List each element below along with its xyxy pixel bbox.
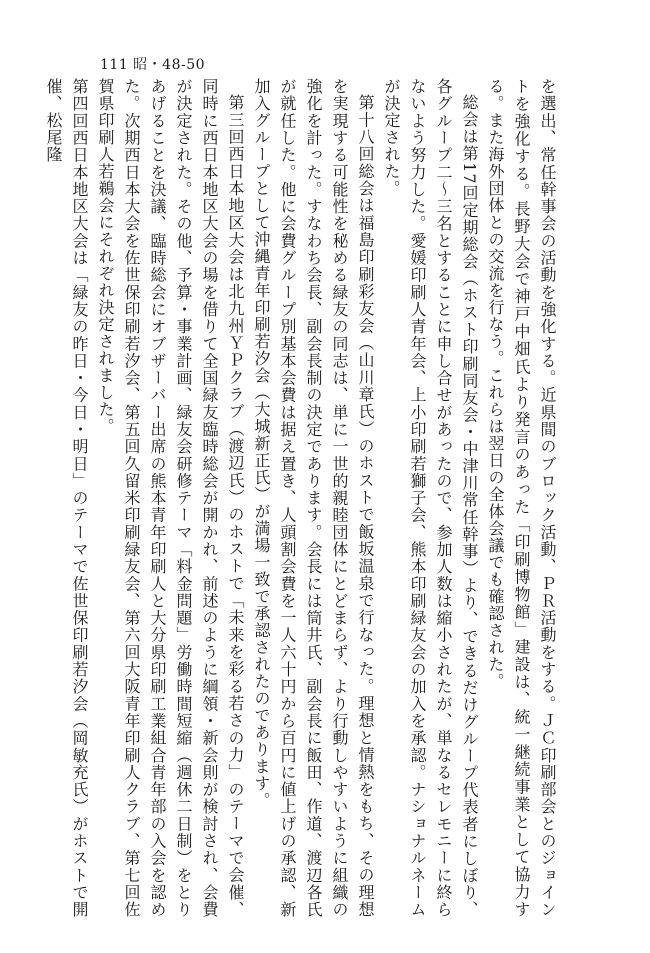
paragraph-2: 総会は第17回定期総会（ホスト印刷同友会・中津川常任幹事）より、できるだけグループ代表者にしぼり、各グループ二〜三名とすることに申し合せがあったので、参加人数は縮小されたが、単なるセレモニーに終らないよう努力した。愛媛印刷人青年会、上小印刷若獅子会、熊本印刷緑友会の加入を承認。ナショナルネームが決定された。 (382, 78, 479, 918)
vertical-text-body (44, 78, 560, 919)
paragraph-4: 第三回西日本地区大会は北九州ＹＰクラブ（渡辺氏）のホストで「未来を彩る若さの力」のテーマで会催、同時に西日本地区大会の場を借りて全国緑友臨時総会が開かれ、前述のように綱領・新会則が検討され、会費が決定された。その他、予算・事業計画、緑友会研修テーマ「料金問題」労働時間短縮（週休二日制）をとりあげることを決議、臨時総会にオブザーバー出席の熊本青年印刷人と大分県印刷工業組合青年部の入会を認めた。次期西日本大会を佐世保印刷若汐会、第五回久留米印刷緑友会、第六回大阪青年印刷人クラブ、第七回佐賀県印刷人若鵜会にそれぞれ決定されました。 (96, 78, 245, 919)
page-header (100, 54, 205, 74)
paragraph-3: 第十八回総会は福島印刷彩友会（山川章氏）のホストで飯坂温泉で行なった。理想と情熱をもち、その理想を実現する可能性を秘める緑友の同志は、単に一世的親睦団体にとどまらず、より行動しやすいように組織の強化を計った。すなわち会長、副会長制の決定であります。会長には筒井氏、副会長に飯田、作道、渡辺各氏が就任した。他に会費グループ別基本会費は据え置き、人頭割会費を一人六十円から百円に値上げの承認、新加入グループとして沖縄青年印刷若汐会（大城新正氏）が満場一致で承認されたのであります。 (252, 78, 375, 918)
page-reference: 111 昭・48-50 (100, 57, 206, 73)
paragraph-1: を選出、常任幹事会の活動を強化する。近県間のブロック活動、ＰＲ活動をする。ＪＣ印刷部会とのジョイントを強化する。長野大会で神戸中畑氏より発言のあった「印刷博物館」建設は、統一継続事業として協力する。また海外団体との交流を行なう。これらは翌日の全体会議でも確認された。 (486, 78, 557, 919)
paragraph-5: 第四回西日本地区大会は「緑友の昨日・今日・明日」のテーマで佐世保印刷若汐会（岡敏充氏）がホストで開催、松尾隆 (44, 78, 89, 918)
